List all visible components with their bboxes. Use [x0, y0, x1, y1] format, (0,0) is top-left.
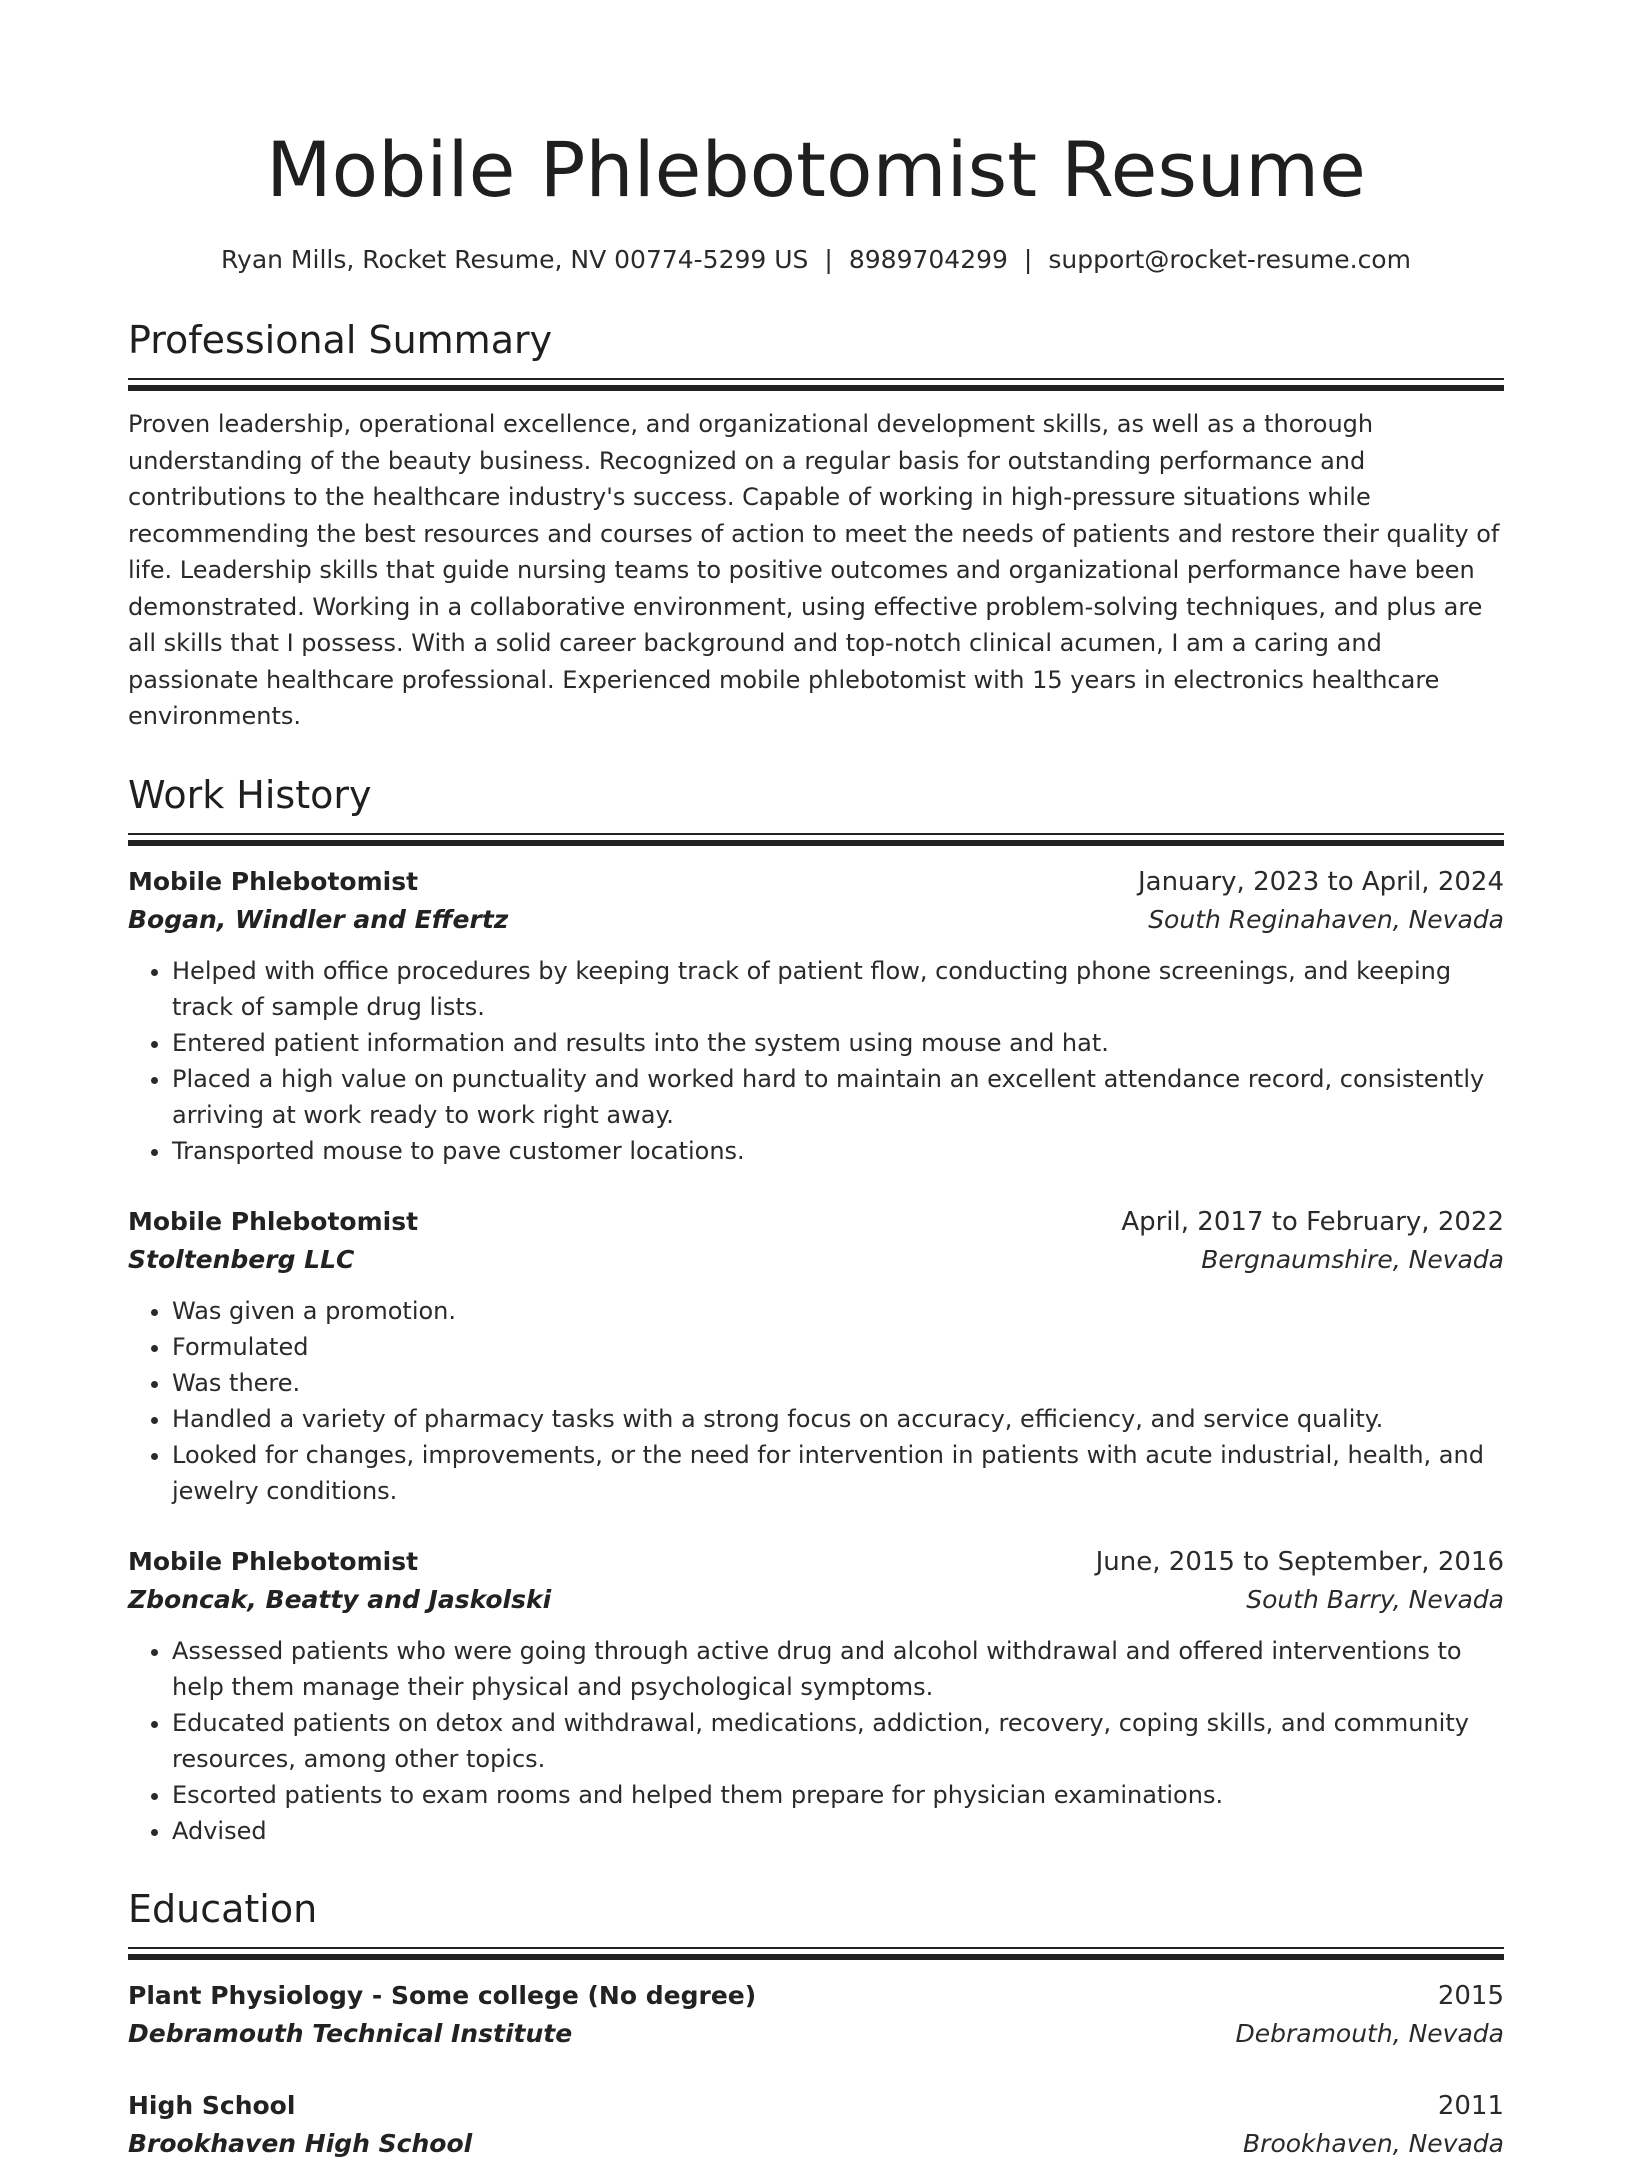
- job-company: Bogan, Windler and Effertz: [128, 904, 509, 934]
- contact-phone: 8989704299: [848, 245, 1008, 274]
- section-divider: [128, 378, 1504, 392]
- education-location: Debramouth, Nevada: [1235, 2018, 1504, 2048]
- job-location: Bergnaumshire, Nevada: [1201, 1244, 1504, 1274]
- section-divider: [128, 1947, 1504, 1961]
- job-entry: [128, 863, 1504, 1169]
- job-dates: April, 2017 to February, 2022: [1121, 1206, 1504, 1237]
- job-role: Mobile Phlebotomist: [128, 866, 419, 896]
- education-section-header: [128, 1883, 1504, 1961]
- job-dates: January, 2023 to April, 2024: [1137, 866, 1504, 897]
- contact-line: [128, 240, 1504, 280]
- job-bullet: • Placed a high value on punctuality and worked hard to maintain an excellent attendance record, consistently arriving at work ready to work right away.: [172, 1061, 1504, 1133]
- job-role: Mobile Phlebotomist: [128, 1546, 419, 1576]
- job-bullets: [128, 953, 1504, 1169]
- education-heading: Education: [128, 1886, 318, 1931]
- section-divider: [128, 833, 1504, 847]
- job-bullets: [128, 1293, 1504, 1509]
- education-school: Brookhaven High School: [128, 2128, 473, 2158]
- job-bullet: • Looked for changes, improvements, or the need for intervention in patients with acute industrial, health, and jewelry conditions.: [172, 1437, 1504, 1509]
- education-year: 2011: [1437, 2090, 1504, 2121]
- education-entry: [128, 2087, 1504, 2163]
- job-bullet: • Entered patient information and results into the system using mouse and hat.: [172, 1025, 1504, 1061]
- work-heading: Work History: [128, 772, 372, 817]
- job-bullet: • Was there.: [172, 1365, 1504, 1401]
- education-degree: Plant Physiology - Some college (No degree): [128, 1980, 757, 2010]
- job-dates: June, 2015 to September, 2016: [1095, 1546, 1504, 1577]
- education-year: 2015: [1437, 1980, 1504, 2011]
- job-location: South Reginahaven, Nevada: [1148, 904, 1504, 934]
- job-bullet: • Assessed patients who were going through active drug and alcohol withdrawal and offered interventions to help them manage their physical and psychological symptoms.: [172, 1633, 1504, 1705]
- work-section-header: [128, 769, 1504, 847]
- job-company: Stoltenberg LLC: [128, 1244, 355, 1274]
- education-entry: [128, 1977, 1504, 2053]
- job-bullet: • Helped with office procedures by keeping track of patient flow, conducting phone screenings, and keeping track of sample drug lists.: [172, 953, 1504, 1025]
- job-location: South Barry, Nevada: [1246, 1584, 1504, 1614]
- resume-title: Mobile Phlebotomist Resume: [266, 125, 1366, 214]
- education-degree: High School: [128, 2090, 296, 2120]
- summary-section-header: [128, 314, 1504, 392]
- contact-email: support@rocket-resume.com: [1048, 245, 1411, 274]
- job-bullet: • Handled a variety of pharmacy tasks with a strong focus on accuracy, efficiency, and service quality.: [172, 1401, 1504, 1437]
- job-entry: [128, 1203, 1504, 1509]
- job-bullet: • Educated patients on detox and withdrawal, medications, addiction, recovery, coping skills, and community resources, among other topics.: [172, 1705, 1504, 1777]
- job-bullet: • Was given a promotion.: [172, 1293, 1504, 1329]
- job-entry: [128, 1543, 1504, 1849]
- contact-separator: |: [824, 245, 833, 274]
- summary-heading: Professional Summary: [128, 318, 553, 362]
- education-location: Brookhaven, Nevada: [1243, 2128, 1504, 2158]
- job-bullet: • Transported mouse to pave customer locations.: [172, 1133, 1504, 1169]
- job-bullet: • Escorted patients to exam rooms and helped them prepare for physician examinations.: [172, 1777, 1504, 1813]
- job-bullets: [128, 1633, 1504, 1849]
- resume-page: [128, 118, 1504, 2163]
- job-bullet: • Advised: [172, 1813, 1504, 1849]
- education-school: Debramouth Technical Institute: [128, 2018, 573, 2048]
- job-bullet: • Formulated: [172, 1329, 1504, 1365]
- contact-separator: |: [1023, 245, 1033, 274]
- summary-text: Proven leadership, operational excellence, and organizational development skills, as well as a thorough understanding of the beauty business. Recognized on a regular basis for outstanding performance and contributions to the healthcare industry's success. Capable of working in high-pressure situations while recommending the best resources and courses of action to meet the needs of patients and restore their quality of life. Leadership skills that guide nursing teams to positive outcomes and organizational performance have been demonstrated. Working in a collaborative environment, using effective problem-solving techniques, and plus are all skills that I possess. With a solid career background and top-notch clinical acumen, I am a caring and passionate healthcare professional. Experienced mobile phlebotomist with 15 years in electronics healthcare environments.: [128, 410, 1500, 730]
- job-company: Zboncak, Beatty and Jaskolski: [128, 1584, 552, 1614]
- job-role: Mobile Phlebotomist: [128, 1206, 419, 1236]
- contact-address: Ryan Mills, Rocket Resume, NV 00774-5299 US: [221, 245, 809, 274]
